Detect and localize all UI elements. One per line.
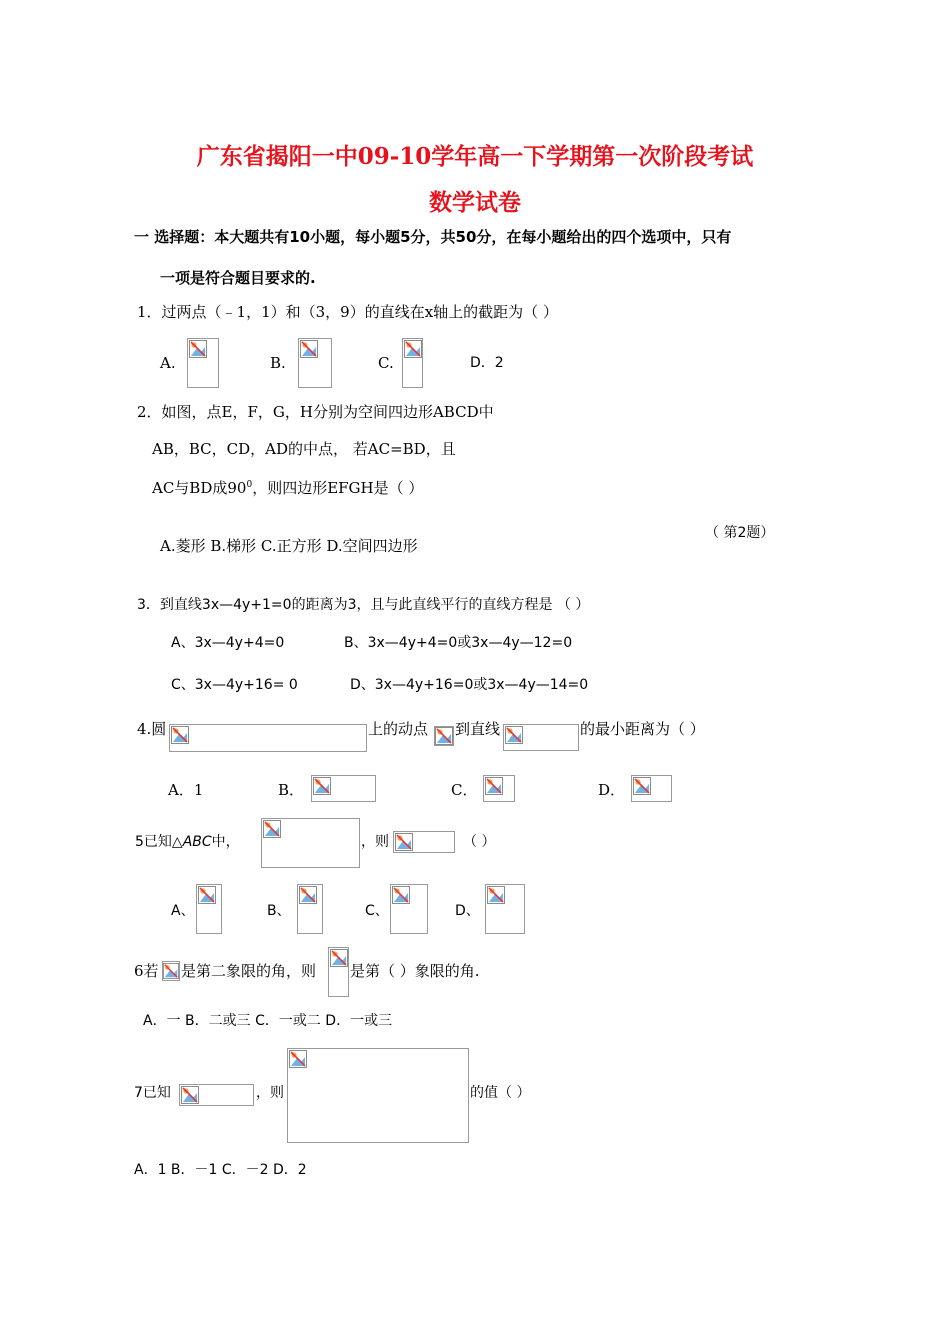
broken-image-icon [162,961,180,981]
broken-image-icon [485,884,525,934]
broken-image-icon [402,338,423,388]
broken-image-icon [328,947,349,997]
broken-image-icon [434,726,454,746]
q3-opt-a: A、3x—4y+4=0 [171,635,285,651]
q5-opt-c: C、 [365,903,389,919]
title-line1: 广东省揭阳一中09-10学年高一下学期第一次阶段考试 [196,143,754,170]
q2-line1: 2．如图，点E，F，G，H分别为空间四边形ABCD中 [137,403,494,421]
q3-opt-c: C、3x—4y+16= 0 [171,677,298,693]
broken-image-icon [483,775,515,802]
q4-opt-b: B． [278,781,305,799]
q4-opt-a: A．1 [168,781,204,799]
q5-text-1: 5已知△ABC中， [135,834,240,850]
q3-stem: 3．到直线3x—4y+1=0的距离为3，且与此直线平行的直线方程是 （ ） [137,597,590,613]
q2-line2: AB，BC，CD，AD的中点， 若AC=BD，且 [152,440,456,458]
q1-opt-b: B. [270,354,286,372]
broken-image-icon [287,1048,469,1143]
q6-text-2: 是第二象限的角，则 [181,962,317,980]
q5-opt-b: B、 [267,903,291,919]
broken-image-icon [311,775,376,802]
section-line2: 一项是符合题目要求的. [160,269,316,287]
broken-image-icon [196,884,222,934]
q7-text-2: ，则 [256,1085,284,1101]
q7-options: A．1 B．－1 C．－2 D．2 [134,1162,307,1178]
broken-image-icon [179,1084,254,1106]
title-line2: 数学试卷 [429,189,521,216]
q1-opt-c: C. [378,354,394,372]
broken-image-icon [298,338,332,388]
q3-opt-b: B、3x—4y+4=0或3x—4y—12=0 [344,635,573,651]
broken-image-icon [631,775,672,802]
q2-figure-caption: （ 第2题） [705,525,775,541]
broken-image-icon [503,724,579,751]
q4-text-3: 到直线 [455,720,501,738]
q3-opt-d: D、3x—4y+16=0或3x—4y—14=0 [350,677,589,693]
q7-text-1: 7已知 [134,1085,171,1101]
q1-opt-d: D．2 [470,355,504,371]
q4-opt-d: D． [598,781,626,799]
broken-image-icon [393,831,455,853]
broken-image-icon [390,884,428,934]
q5-text-3: ，则 [361,834,389,850]
q4-text-2: 上的动点 [368,720,429,738]
q2-line3: AC与BD成$90^0$，则四边形EFGH是（ ） [152,479,424,497]
broken-image-icon [169,724,367,752]
q4-text-1: 4.圆 [137,720,167,738]
q6-text-1: 6若 [134,962,159,980]
q5-text-4: （ ） [463,834,496,850]
broken-image-icon [187,338,219,388]
q7-text-3: 的值（ ） [470,1085,531,1101]
q6-text-3: 是第（ ）象限的角. [350,962,480,980]
q1-stem: 1．过两点（﹣1，1）和（3，9）的直线在x轴上的截距为（ ） [137,303,558,321]
q5-opt-d: D、 [455,903,480,919]
q5-opt-a: A、 [171,903,195,919]
broken-image-icon [261,818,360,868]
q2-options: A.菱形 B.梯形 C.正方形 D.空间四边形 [160,537,418,555]
broken-image-icon [297,884,323,934]
section-line1: 一 选择题：本大题共有10小题，每小题5分，共50分，在每小题给出的四个选项中，只有 [134,228,732,246]
q1-opt-a: A. [160,354,176,372]
q6-options: A．一 B．二或三 C．一或二 D．一或三 [143,1013,393,1029]
q4-text-4: 的最小距离为（ ） [580,720,705,738]
q4-opt-c: C． [451,781,478,799]
